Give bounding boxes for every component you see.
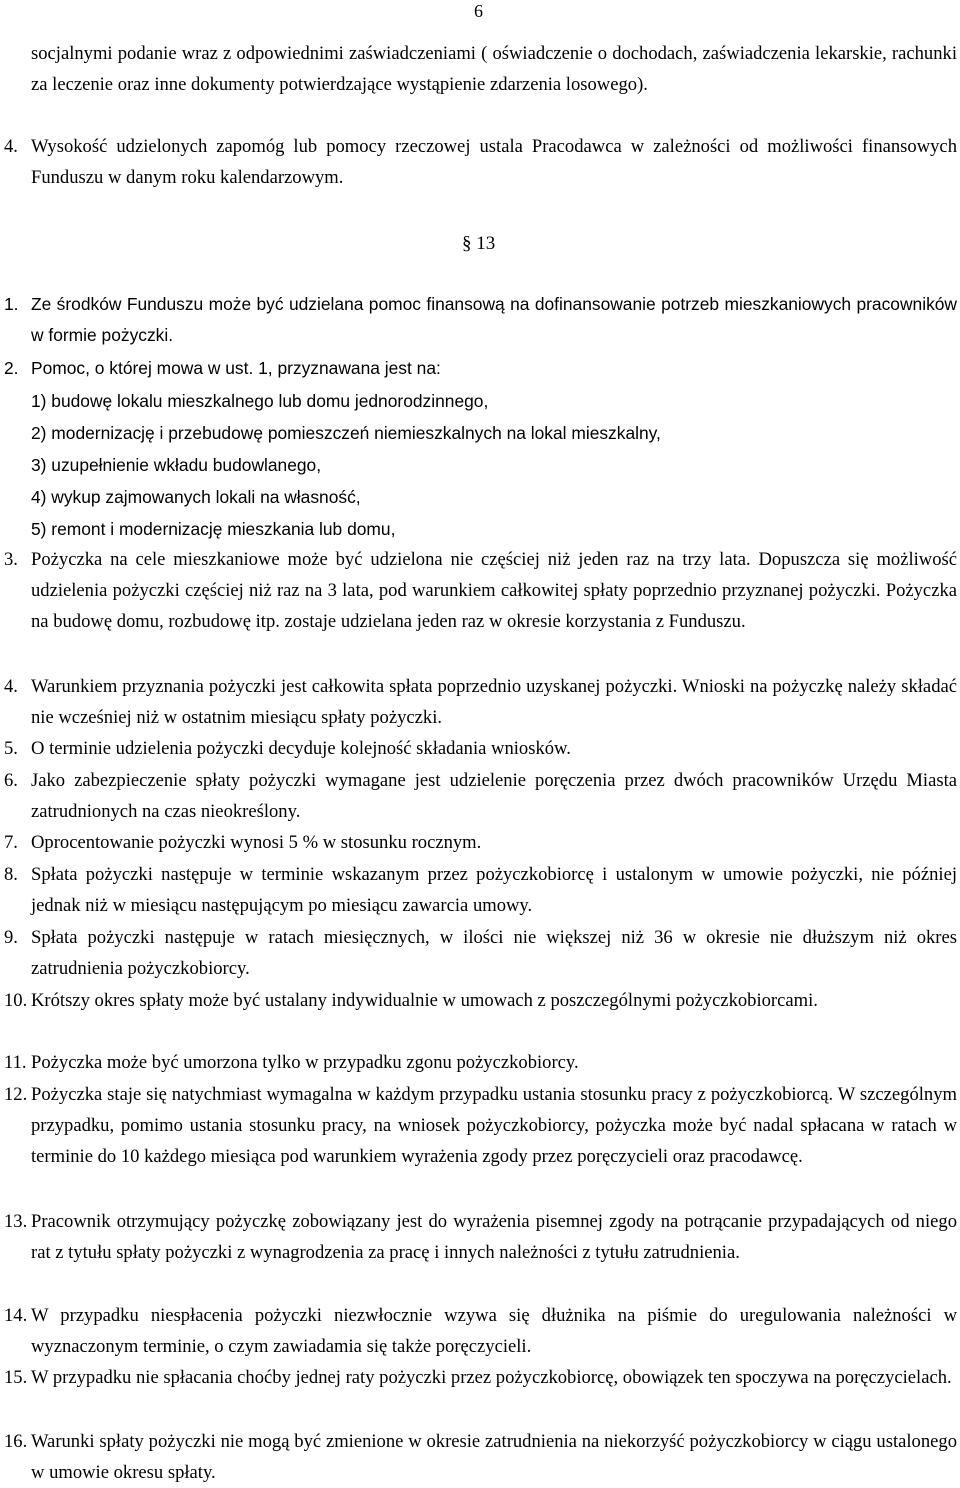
section-item-7	[4, 827, 957, 858]
item-text: Spłata pożyczki następuje w terminie wskazanym przez pożyczkobiorcę i ustalonym w umowie pożyczki, nie później jednak niż w miesiącu następującym po miesiącu zawarcia umowy.	[31, 864, 957, 916]
item-text: W przypadku niespłacenia pożyczki niezwłocznie wzywa się dłużnika na piśmie do uregulowania należności w wyznaczonym terminie, o czym zawiadamia się także poręczycieli.	[31, 1305, 957, 1357]
item-text: Warunki spłaty pożyczki nie mogą być zmienione w okresie zatrudnienia na niekorzyść pożyczkobiorcy w ciągu ustalonego w umowie okresu spłaty.	[31, 1431, 957, 1483]
item-number: 5.	[4, 738, 18, 759]
item-text: Wysokość udzielonych zapomóg lub pomocy rzeczowej ustala Pracodawca w zależności od możliwości finansowych Funduszu w danym roku kalendarzowym.	[31, 136, 957, 188]
item-number: 13.	[4, 1211, 28, 1232]
section-item-9	[4, 922, 957, 984]
section-item-4	[4, 671, 957, 733]
item-number: 1.	[4, 294, 19, 314]
item-number: 10.	[4, 990, 28, 1011]
section-item-13	[4, 1206, 957, 1268]
item-text: Krótszy okres spłaty może być ustalany indywidualnie w umowach z poszczególnymi pożyczkobiorcami.	[31, 990, 818, 1011]
item-number: 9.	[4, 927, 18, 948]
section-item-3	[4, 544, 957, 637]
item-number: 15.	[4, 1367, 28, 1388]
sub-item-2: 2) modernizację i przebudowę pomieszczeń niemieszkalnych na lokal mieszkalny,	[31, 423, 661, 443]
section-heading: § 13	[462, 233, 496, 254]
item-number: 2.	[4, 358, 19, 378]
item-text: Pożyczka staje się natychmiast wymagalna w każdym przypadku ustania stosunku pracy z pożyczkobiorcą. W szczególnym przypadku, pomimo ustania stosunku pracy, na wniosek pożyczkobiorcy, pożyczka może być nadal spłacana w ratach w terminie do 10 każdego miesiąca pod warunkiem wyrażenia zgody przez poręczycieli oraz pracodawcę.	[31, 1084, 957, 1167]
section-item-12	[4, 1079, 957, 1172]
item-number: 16.	[4, 1431, 28, 1452]
item-text: O terminie udzielenia pożyczki decyduje kolejność składania wniosków.	[31, 738, 571, 759]
continuation-paragraph: socjalnymi podanie wraz z odpowiednimi zaświadczeniami ( oświadczenie o dochodach, zaświadczenia lekarskie, rachunki za leczenie oraz inne dokumenty potwierdzające wystąpienie zdarzenia losowego).	[31, 43, 957, 95]
item-number: 12.	[4, 1084, 28, 1105]
sub-item-5: 5) remont i modernizację mieszkania lub domu,	[31, 519, 396, 539]
section-item-2	[4, 353, 957, 384]
item-number: 6.	[4, 770, 18, 791]
item-text: W przypadku nie spłacania choćby jednej raty pożyczki przez pożyczkobiorcę, obowiązek ten spoczywa na poręczycielach.	[31, 1367, 952, 1388]
item-text: Pożyczka na cele mieszkaniowe może być udzielona nie częściej niż jeden raz na trzy lata. Dopuszcza się możliwość udzielenia pożyczki częściej niż raz na 3 lata, pod warunkiem całkowitej spłaty poprzednio przyznanej pożyczki. Pożyczka na budowę domu, rozbudowę itp. zostaje udzielana jeden raz w okresie korzystania z Funduszu.	[31, 549, 957, 632]
item-text: Spłata pożyczki następuje w ratach miesięcznych, w ilości nie większej niż 36 w okresie nie dłuższym niż okres zatrudnienia pożyczkobiorcy.	[31, 927, 957, 979]
section-item-14	[4, 1300, 957, 1362]
item-text: Pracownik otrzymujący pożyczkę zobowiązany jest do wyrażenia pisemnej zgody na potrącanie przypadających od niego rat z tytułu spłaty pożyczki z wynagrodzenia za pracę i innych należności z tytułu zatrudnienia.	[31, 1211, 957, 1263]
section-item-6	[4, 765, 957, 827]
item-number: 11.	[4, 1052, 27, 1073]
sub-item-3: 3) uzupełnienie wkładu budowlanego,	[31, 455, 322, 475]
section-item-1	[4, 289, 957, 351]
item-number: 7.	[4, 832, 18, 853]
section-item-11	[4, 1047, 957, 1078]
sub-item-4: 4) wykup zajmowanych lokali na własność,	[31, 487, 361, 507]
section-item-8	[4, 859, 957, 921]
page-number: 6	[474, 1, 483, 21]
section-item-10	[4, 985, 957, 1016]
paragraph-item-4-prev	[4, 131, 957, 193]
section-item-5	[4, 733, 957, 764]
item-text: Jako zabezpieczenie spłaty pożyczki wymagane jest udzielenie poręczenia przez dwóch pracowników Urzędu Miasta zatrudnionych na czas nieokreślony.	[31, 770, 957, 822]
item-number: 4.	[4, 136, 18, 157]
item-text: Ze środków Funduszu może być udzielana pomoc finansową na dofinansowanie potrzeb mieszkaniowych pracowników w formie pożyczki.	[31, 294, 957, 345]
section-item-16	[4, 1426, 957, 1488]
section-item-15	[4, 1362, 957, 1393]
item-text: Pomoc, o której mowa w ust. 1, przyznawana jest na:	[31, 358, 441, 378]
item-number: 14.	[4, 1305, 28, 1326]
item-number: 3.	[4, 549, 18, 570]
sub-item-1: 1) budowę lokalu mieszkalnego lub domu jednorodzinnego,	[31, 391, 489, 411]
item-number: 4.	[4, 676, 18, 697]
item-number: 8.	[4, 864, 18, 885]
item-text: Pożyczka może być umorzona tylko w przypadku zgonu pożyczkobiorcy.	[31, 1052, 579, 1073]
item-text: Oprocentowanie pożyczki wynosi 5 % w stosunku rocznym.	[31, 832, 482, 853]
item-text: Warunkiem przyznania pożyczki jest całkowita spłata poprzednio uzyskanej pożyczki. Wnioski na pożyczkę należy składać nie wcześniej niż w ostatnim miesiącu spłaty pożyczki.	[31, 676, 957, 728]
